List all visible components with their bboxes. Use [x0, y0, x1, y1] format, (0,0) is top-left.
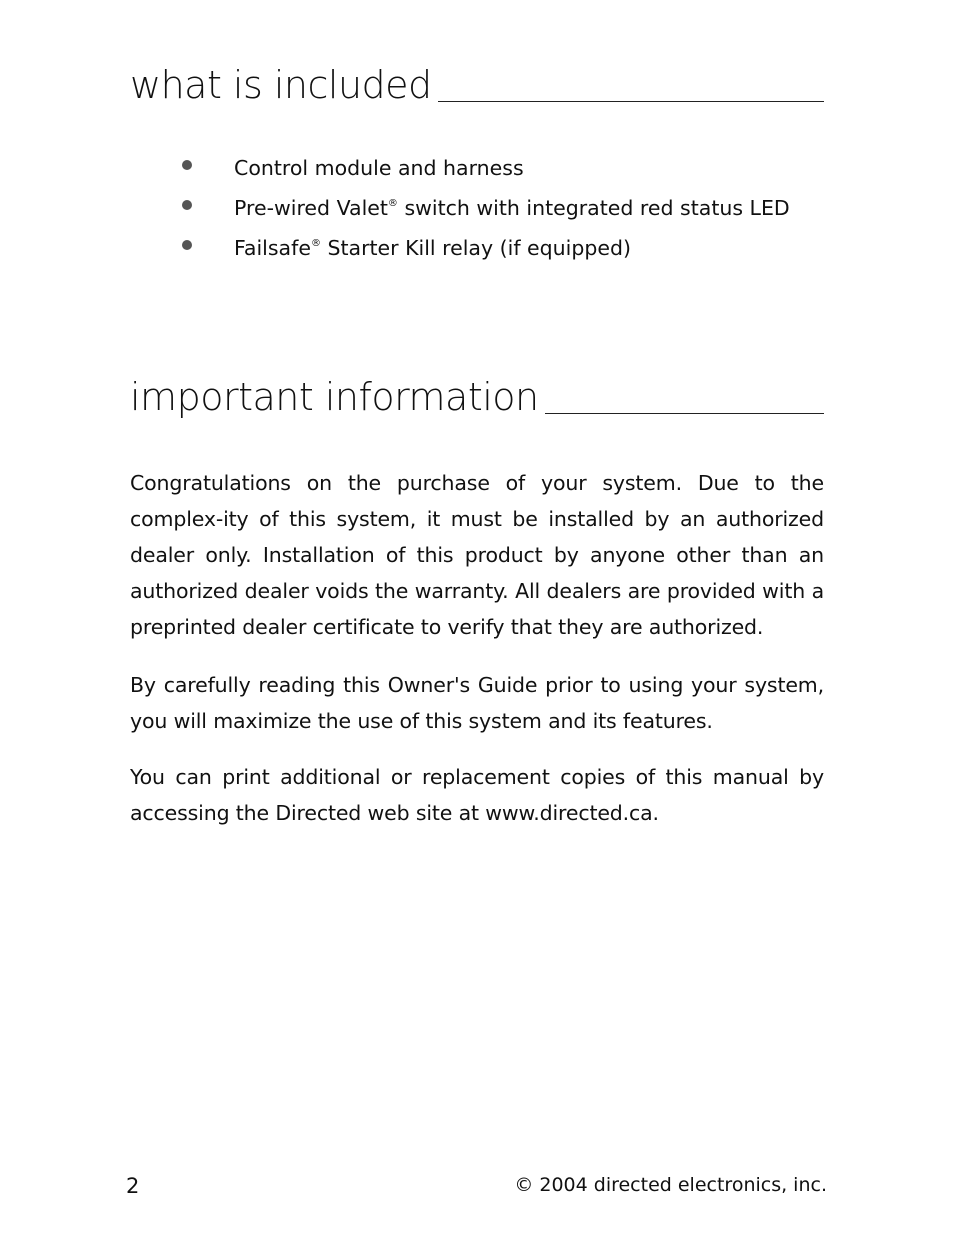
list-item-text: Pre-wired Valet® switch with integrated red status LED — [234, 196, 790, 220]
page-number: 2 — [126, 1174, 140, 1198]
bullet-icon — [182, 160, 192, 170]
heading-rule — [438, 101, 824, 102]
heading-title: important information — [130, 375, 539, 419]
bullet-icon — [182, 240, 192, 250]
list-item-text: Failsafe® Starter Kill relay (if equipped) — [234, 236, 632, 260]
paragraph-intro: Congratulations on the purchase of your system. Due to the complex-ity of this system, it must be installed by an authorized dealer only. Installation of this product by anyone other than an authorized dealer voids the warranty. All dealers are provided with a preprinted dealer certificate to verify that they are authorized. — [130, 471, 824, 639]
section-heading-what-is-included — [130, 63, 824, 107]
list-item-text: Control module and harness — [234, 156, 524, 180]
registered-mark: ® — [387, 198, 398, 209]
registered-mark: ® — [310, 238, 321, 249]
section-heading-important-information — [130, 375, 824, 419]
paragraph-reading-guide: By carefully reading this Owner's Guide prior to using your system, you will maximize the use of this system and its features. — [130, 673, 824, 733]
heading-title: what is included — [130, 63, 432, 107]
heading-rule — [545, 413, 824, 414]
copyright-notice: © 2004 directed electronics, inc. — [514, 1174, 827, 1196]
bullet-icon — [182, 200, 192, 210]
paragraph-print-copies: You can print additional or replacement copies of this manual by accessing the Directed web site at www.directed.ca. — [130, 765, 824, 825]
